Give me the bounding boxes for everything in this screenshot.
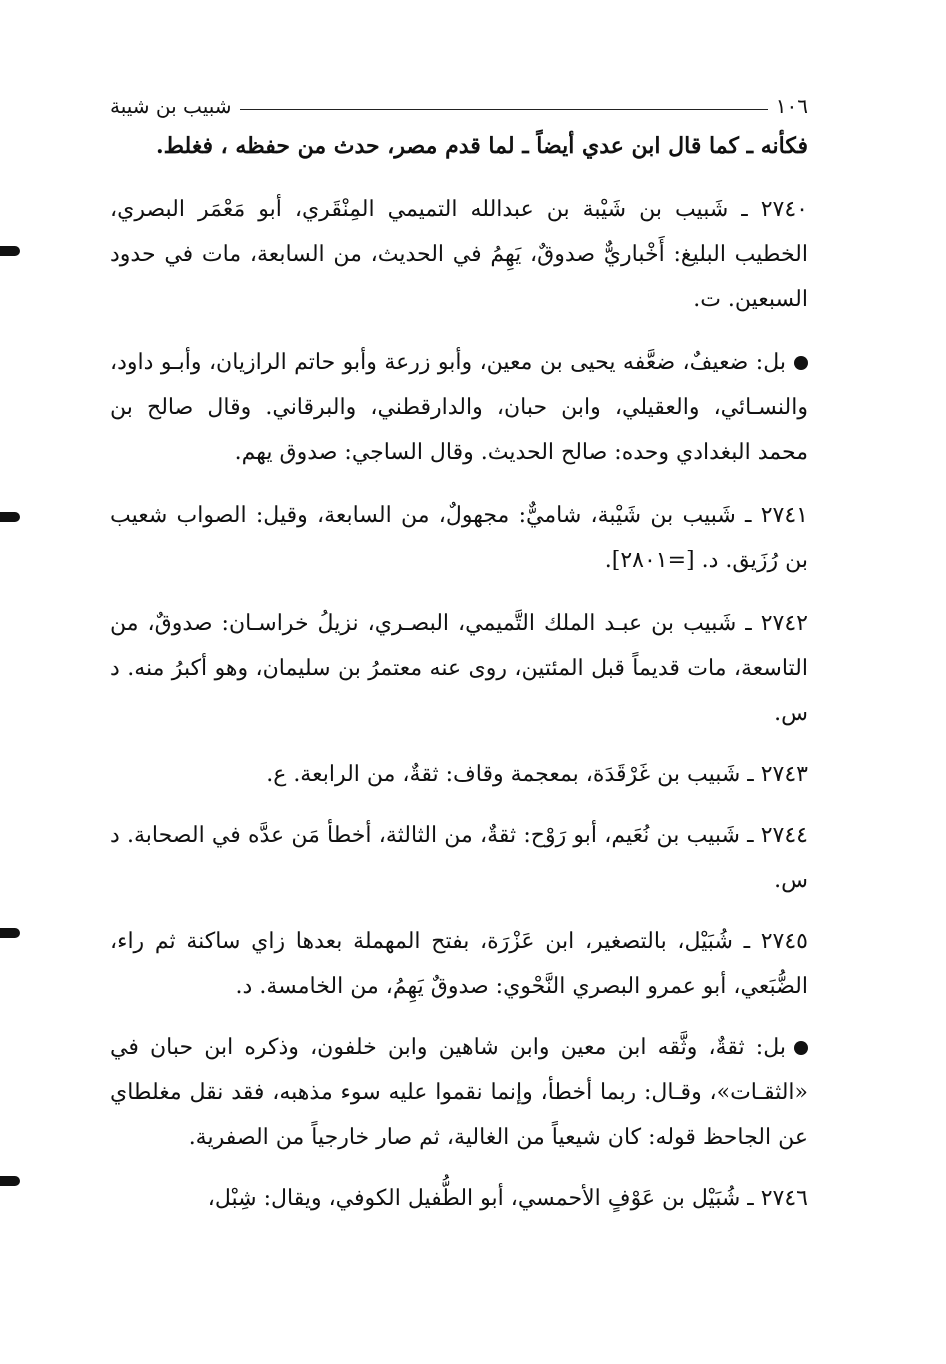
entry-2745: ٢٧٤٥ ـ شُبَيْل، بالتصغير، ابن عَزْرَة، بفتح المهملة بعدها زاي ساكنة ثم راء، الضُّبَعي، أبو عمرو البصري النَّحْوي: صدوقٌ يَهِمُ، من الخامسة. د. — [110, 929, 808, 999]
comment-paragraph — [110, 340, 808, 475]
entry-2746: ٢٧٤٦ ـ شُبَيْل بن عَوْفٍ الأحمسي، أبو الطُّفيل الكوفي، ويقال: شِبْل، — [207, 1186, 808, 1211]
page-number: ١٠٦ — [775, 94, 808, 118]
scan-edge-mark — [0, 928, 20, 938]
running-header — [110, 84, 808, 118]
scan-edge-mark — [0, 512, 20, 522]
entry-2741: ٢٧٤١ ـ شَبيب بن شَيْبة، شاميٌّ: مجهولٌ، من السابعة، وقيل: الصواب شعيب بن رُزَيق. د. [=٢٨٠١]. — [110, 503, 808, 573]
comment-text: بل: ثقةٌ، وثَّقه ابن معين وابن شاهين وابن خلفون، وذكره ابن حبان في «الثقـات»، وقـال: ربما أخطأ، وإنما نقموا عليه سوء مذهبه، فقد نقل مغلطاي عن الجاحظ قوله: كان شيعياً من الغالية، ثم صار خارجياً من الصفرية. — [110, 1035, 808, 1150]
header-rule — [240, 109, 768, 110]
scan-edge-mark — [0, 1176, 20, 1186]
bullet-icon — [794, 356, 808, 370]
document-page — [110, 84, 808, 1221]
comment-paragraph — [110, 1025, 808, 1160]
scan-edge-mark — [0, 246, 20, 256]
entry-2743: ٢٧٤٣ ـ شَبيب بن غَرْقَدَة، بمعجمة وقاف: ثقةٌ، من الرابعة. ع. — [266, 762, 808, 787]
comment-text: بل: ضعيفٌ، ضعَّفه يحيى بن معين، وأبو زرعة وأبو حاتم الرازيان، وأبـو داود، والنسـائي، والعقيلي، وابن حبان، والدارقطني، والبرقاني. وقال صالح بن محمد البغدادي وحده: صالح الحديث. وقال الساجي: صدوق يهم. — [110, 350, 808, 465]
entry-2744: ٢٧٤٤ ـ شَبيب بن نُعَيم، أبو رَوْح: ثقةٌ، من الثالثة، أخطأ مَن عدَّه في الصحابة. د س. — [110, 823, 808, 893]
entry-2742: ٢٧٤٢ ـ شَبيب بن عبـد الملك التَّميمي، البصـري، نزيلُ خراسـان: صدوقٌ، من التاسعة، مات قديماً قبل المئتين، روى عنه معتمرُ بن سليمان، وهو أكبرُ منه. د س. — [110, 611, 808, 726]
running-title: شبيب بن شيبة — [110, 94, 232, 118]
paragraph-continuation: فكأنه ـ كما قال ابن عدي أيضاً ـ لما قدم مصر، حدث من حفظه ، فغلط. — [156, 133, 808, 159]
entry-2740: ٢٧٤٠ ـ شَبيب بن شَيْبة بن عبدالله التميمي المِنْقَري، أبو مَعْمَر البصري، الخطيب البليغ: أَخْباريٌّ صدوقٌ، يَهِمُ في الحديث، من السابعة، مات في حدود السبعين. ت. — [110, 197, 808, 312]
bullet-icon — [794, 1041, 808, 1055]
